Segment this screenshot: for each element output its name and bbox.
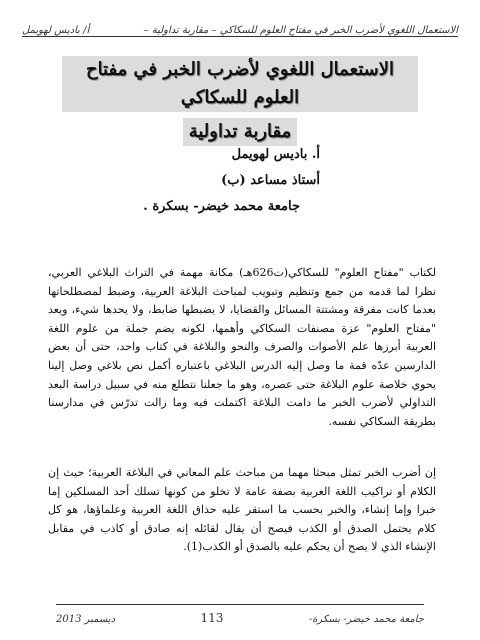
running-header	[22, 14, 458, 37]
footer-university: جامعة محمد خيضر- بسكرة-	[308, 614, 424, 625]
body-paragraph-2: إن أضرب الخبر تمثل مبحثا مهما من مباحث علم المعاني في البلاغة العربية؛ حيث إن الكلام أو تراكيب اللغة العربية بصفة عامة لا تخلو من كونها تسلك أحد المسلكين إما خبرا وإما إنشاء، والخبر بحسب ما استقر عليه حذاق اللغة العربية وعلماؤها، هو كل كلام يحتمل الصدق أو الكذب فيصح أن يقال لقائله إنه صادق أو كاذب في مقابل الإنشاء الذي لا يصح أن يحكم عليه بالصدق أو الكذب(1).	[48, 466, 436, 554]
title-block	[62, 56, 418, 146]
article-subtitle: مقاربة تداولية	[183, 118, 298, 146]
header-article-title: الاستعمال اللغوي لأضرب الخبر في مفتاح العلوم للسكاكي – مقاربة تداولية –	[143, 25, 458, 36]
author-affiliation: جامعة محمد خيضر- بسكرة .	[143, 199, 300, 214]
author-name: أ. باديس لهويمل	[231, 147, 320, 162]
author-block	[0, 142, 480, 220]
author-rank: أستاذ مساعد (ب)	[221, 173, 320, 188]
page-footer	[56, 604, 424, 625]
page-number: 113	[200, 611, 224, 625]
footer-date: ديسمبر 2013	[56, 614, 116, 625]
header-author: أ/ باديس لهويمل	[22, 25, 90, 36]
body-paragraph-1: لكتاب "مفتاح العلوم" للسكاكي(ت626هـ) مكانة مهمة في التراث البلاغي العربي، نظرا لما قدمه من جمع وتنظيم وتبويب لمباحث البلاغة العربية، وضبط لمصطلحاتها بعدما كانت مفرقة ومشتتة المسائل والقضايا، لا يضبطها ضابط، ولا يحدها شيء، ويعد "مفتاح العلوم" عزة مصنفات السكاكي وأهمها، لكونه يضم جملة من علوم اللغة العربية أبرزها علم الأصوات والصرف والنحو والبلاغة في كتاب واحد، حتى أن بعض الدارسين عدّه قمة ما وصل إليه الدرس البلاغي باعتباره أكمل نص بلاغي وصل إلينا يحوي خلاصة علوم البلاغة حتى عصره، وهو ما جعلنا نتطلع منه في سبيل دراسة البعد التداولي لأضرب الخبر ما دامت البلاغة اكتملت فيه وما زالت تدرّس في مدارسنا بطريقة السكاكي نفسه.	[48, 266, 436, 428]
article-title: الاستعمال اللغوي لأضرب الخبر في مفتاح العلوم للسكاكي	[62, 56, 418, 112]
